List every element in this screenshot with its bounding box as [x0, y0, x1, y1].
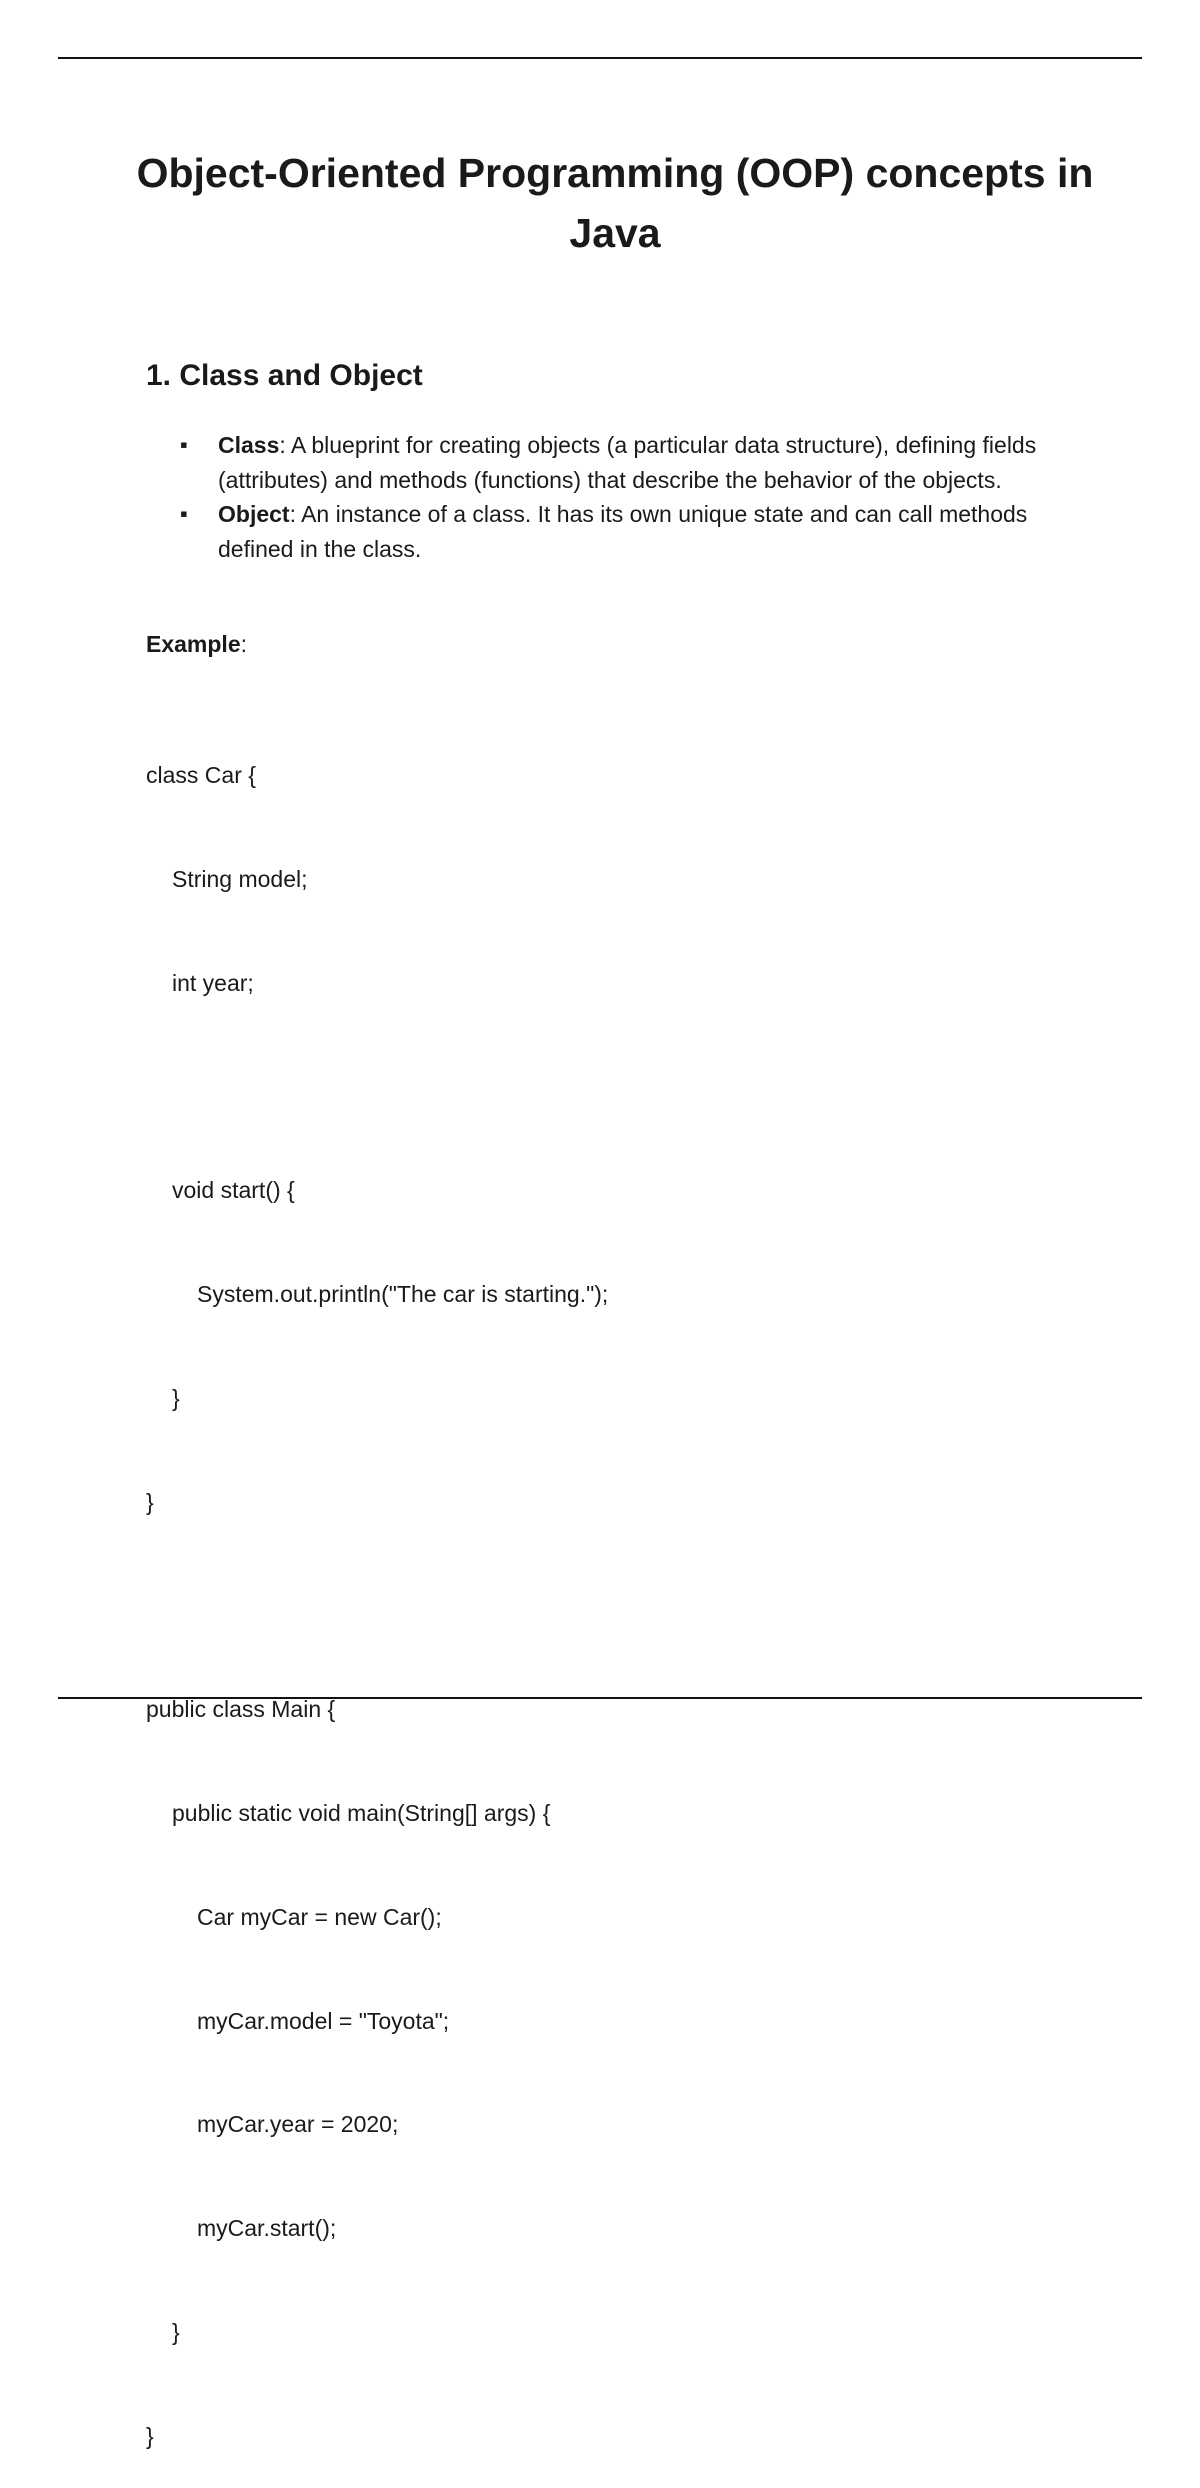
example-label-text: Example [146, 631, 241, 657]
code-line: } [146, 1488, 154, 1515]
bullet-icon: ▪ [180, 432, 188, 457]
bullet-object [146, 497, 1106, 566]
code-line: myCar.year = 2020; [197, 2111, 399, 2138]
code-line: } [146, 2422, 154, 2449]
code-line: System.out.println("The car is starting."); [197, 1281, 609, 1308]
code-line: void start() { [172, 1177, 295, 1204]
code-line: public class Main { [146, 1696, 336, 1723]
code-line [146, 1070, 608, 1105]
code-line: } [172, 2318, 180, 2345]
code-block [146, 689, 608, 2488]
code-line: myCar.model = "Toyota"; [197, 2007, 450, 2034]
code-line: myCar.start(); [197, 2215, 337, 2242]
section-heading: 1. Class and Object [146, 359, 423, 392]
code-line: Car myCar = new Car(); [197, 1903, 442, 1930]
code-line: public static void main(String[] args) { [172, 1800, 551, 1826]
top-rule [58, 57, 1142, 59]
bottom-rule [58, 1697, 1142, 1699]
code-line: String model; [172, 865, 308, 892]
bullet-text: : A blueprint for creating objects (a particular data structure), defining fields (attributes) and methods (functions) that describe the behavior of the objects. [218, 432, 1037, 493]
bullet-term: Object [218, 501, 290, 527]
example-label [146, 627, 247, 661]
code-line: int year; [172, 969, 254, 996]
code-line [146, 1588, 608, 1623]
bullet-text: : An instance of a class. It has its own unique state and can call methods defined in the class. [218, 501, 1028, 562]
code-line: class Car { [146, 762, 256, 789]
example-label-colon: : [240, 631, 247, 657]
bullet-class [146, 428, 1106, 497]
bullet-icon: ▪ [180, 501, 188, 526]
code-line: } [172, 1384, 180, 1411]
bullet-term: Class [218, 432, 280, 458]
document-title: Object-Oriented Programming (OOP) concepts in Java [136, 150, 1094, 256]
definition-list [146, 428, 1106, 566]
